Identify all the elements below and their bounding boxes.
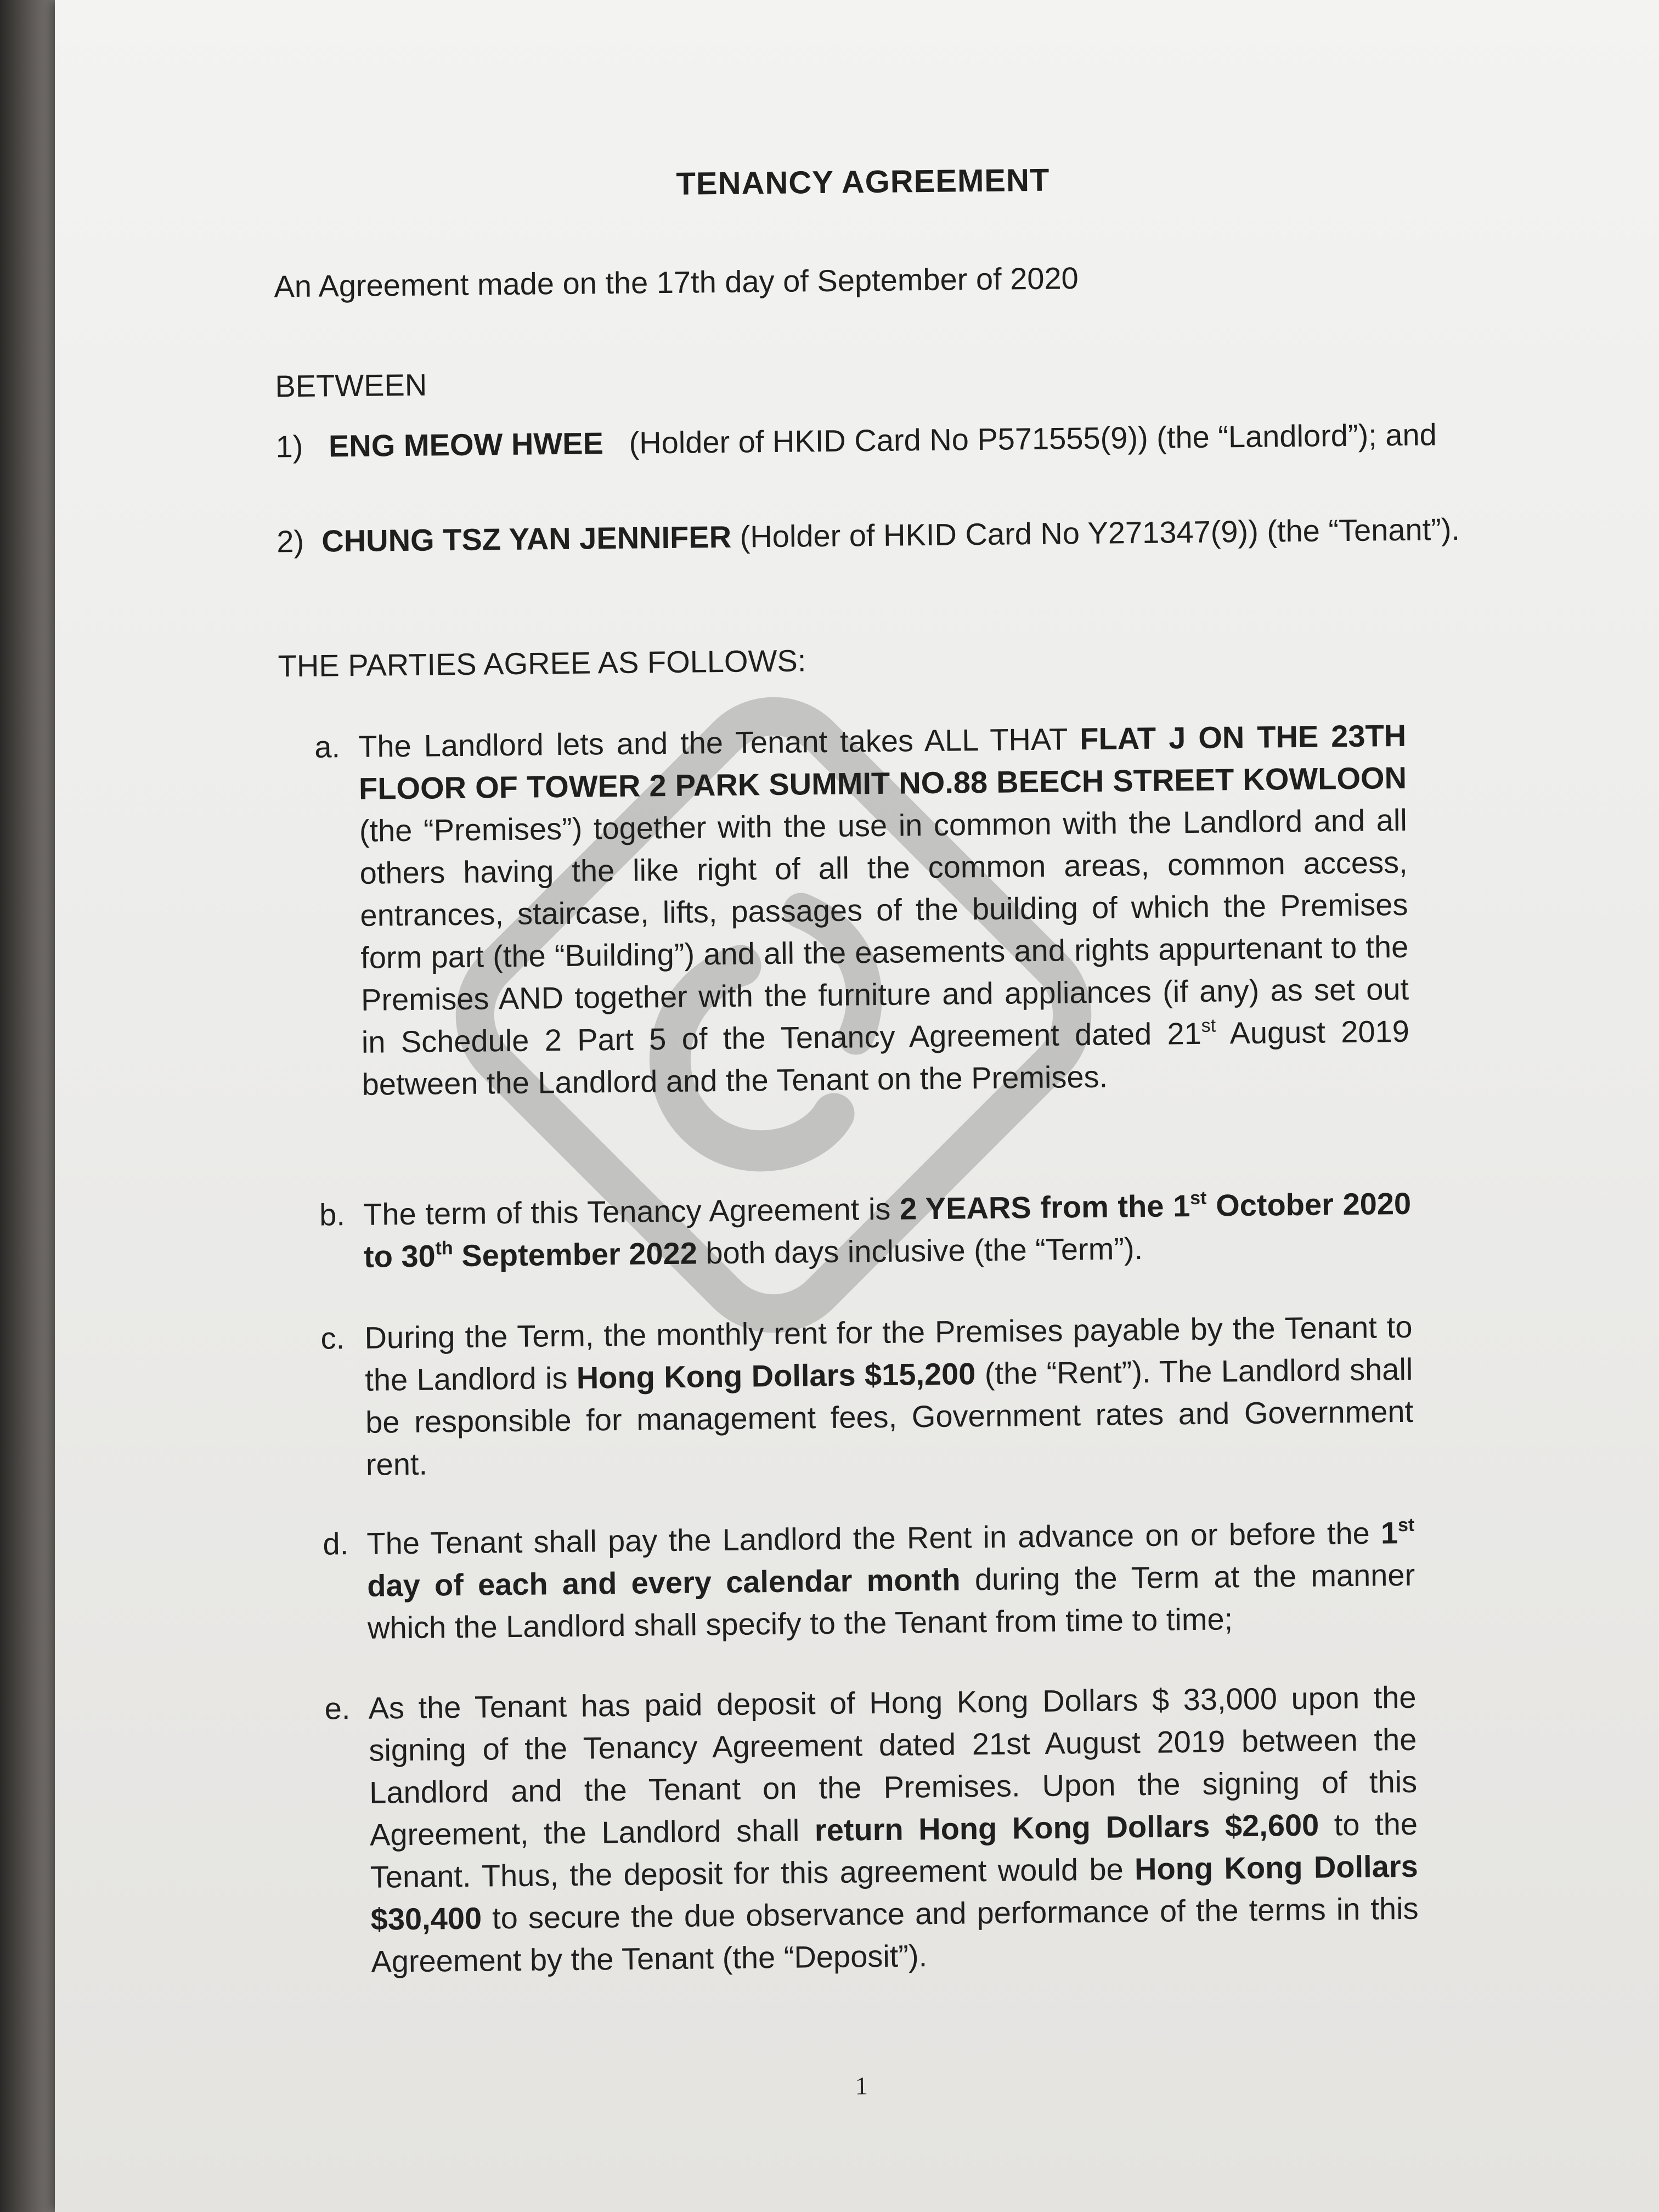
term-text: 2 YEARS from the 1 [899,1188,1190,1226]
clause-letter: a. [314,729,341,764]
party-tenant [276,507,1473,565]
clause-text: August 2019 between the Landlord and the Tenant on the Premises. [362,1013,1410,1102]
rent-amount: Hong Kong Dollars $15,200 [576,1356,976,1395]
clause-a [314,714,1410,1105]
clause-text: during the Term at the manner which the Landlord shall specify to the Tenant from time to time; [367,1557,1415,1645]
landlord-name: ENG MEOW HWEE [328,426,604,464]
document-page [55,0,1659,2212]
document-title: TENANCY AGREEMENT [676,162,1050,202]
tenant-description: (Holder of HKID Card No Y271347(9)) (the “Tenant”). [740,511,1460,554]
clause-letter: e. [324,1691,351,1726]
refund-amount: return Hong Kong Dollars $2,600 [814,1807,1319,1848]
term-text: September 2022 [453,1235,698,1273]
clause-text: The Landlord lets and the Tenant takes ALL THAT [358,721,1080,764]
clause-e [324,1676,1419,1983]
party-number: 1) [275,428,303,464]
tenant-name: CHUNG TSZ YAN JENNIFER [321,519,732,558]
party-number: 2) [276,523,304,559]
payment-day: day of each and every calendar month [366,1562,961,1603]
landlord-description: (Holder of HKID Card No P571555(9)) (the “Landlord”); and [629,417,1437,460]
parties-agree-heading: THE PARTIES AGREE AS FOLLOWS: [278,643,806,684]
clause-text: to the Tenant. Thus, the deposit for this agreement would be [370,1806,1418,1894]
page-number: 1 [855,2072,868,2100]
clause-text: (the “Premises”) together with the use in common with the Landlord and all others having the like right of all the common areas, common access, entrances, staircase, lifts, passages of the building of which the Premises form part (the “Building”) and all the easements and rights appurtenant to the Premises AND together with the furniture and appliances (if any) as set out in Schedule 2 Part 5 of the Tenancy Agreement dated 21 [359,802,1409,1059]
clause-text: (the “Rent”). The Landlord shall be responsible for management fees, Government rates and Government rent. [365,1351,1414,1482]
payment-day: 1 [1380,1515,1398,1550]
clause-letter: b. [319,1197,346,1232]
ordinal-suffix: th [435,1238,453,1259]
clause-letter: c. [320,1321,345,1356]
ordinal-suffix: st [1397,1514,1415,1536]
clause-text: During the Term, the monthly rent for the Premises payable by the Tenant to the Landlord is [364,1309,1413,1397]
party-landlord [275,416,1437,464]
clause-d [323,1511,1415,1649]
agreement-date-line: An Agreement made on the 17th day of September of 2020 [274,261,1079,304]
clause-text: both days inclusive (the “Term”). [697,1231,1143,1271]
ordinal-suffix: st [1201,1015,1216,1036]
clause-c [320,1306,1414,1486]
clause-b [319,1182,1412,1278]
clause-text: As the Tenant has paid deposit of Hong Kong Dollars $ 33,000 upon the signing of the Tenancy Agreement dated 21st August 2019 between the Landlord and the Tenant on the Premises. Upon the signing of this Agreement, the Landlord shall [368,1679,1418,1852]
deposit-amount: Hong Kong Dollars $30,400 [370,1848,1419,1937]
document-content [55,0,1659,2212]
term-text: October 2020 to 30 [363,1186,1412,1274]
clause-text: to secure the due observance and performance of the terms in this Agreement by the Tenant (the “Deposit”). [371,1891,1419,1979]
premises-address: FLAT J ON THE 23TH FLOOR OF TOWER 2 PARK SUMMIT NO.88 BEECH STREET KOWLOON [358,718,1407,806]
ordinal-suffix: st [1189,1187,1207,1209]
clause-letter: d. [323,1526,349,1561]
clause-text: The Tenant shall pay the Landlord the Rent in advance on or before the [366,1515,1381,1561]
between-heading: BETWEEN [275,367,427,404]
clause-text: The term of this Tenancy Agreement is [363,1191,900,1232]
